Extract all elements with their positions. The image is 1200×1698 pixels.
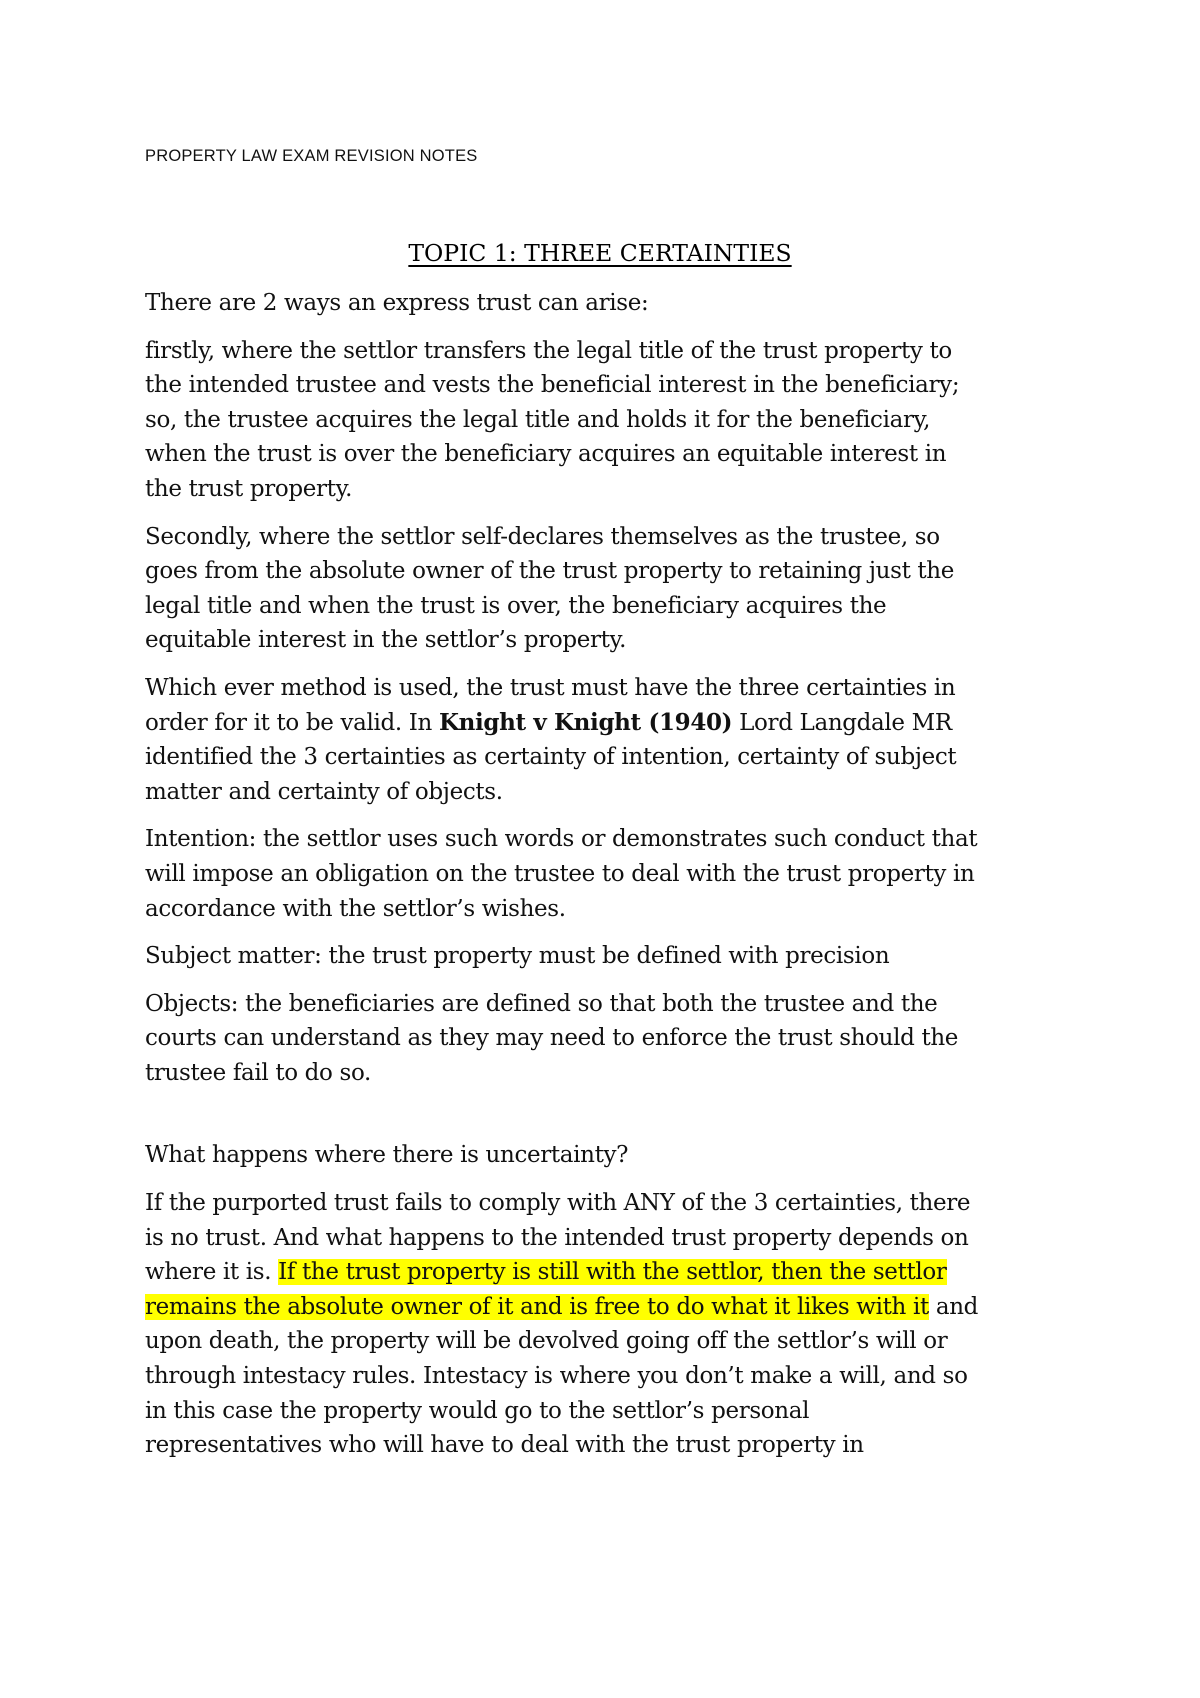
intro-paragraph — [145, 286, 1075, 321]
text-line: so, the trustee acquires the legal title and holds it for the beneficiary, — [145, 406, 931, 433]
text-line: is no trust. And what happens to the intended trust property depends on — [145, 1224, 969, 1251]
text-line: Secondly, where the settlor self-declares themselves as the trustee, so — [145, 523, 940, 550]
text-line: representatives who will have to deal with the trust property in — [145, 1432, 864, 1459]
case-citation: Knight v Knight (1940) — [438, 708, 733, 736]
text-line: Which ever method is used, the trust must have the three certainties in — [145, 674, 956, 701]
text-segment: where it is. — [145, 1259, 279, 1286]
paragraph-uncertainty — [145, 1186, 1075, 1463]
text-line: upon death, the property will be devolved going off the settlor’s will or — [145, 1328, 948, 1355]
paragraph-firstly — [145, 334, 1075, 507]
paragraph-subject-matter — [145, 939, 1075, 974]
topic-title: TOPIC 1: THREE CERTAINTIES — [408, 239, 792, 267]
text-segment: and — [928, 1293, 979, 1320]
text-line: goes from the absolute owner of the trust property to retaining just the — [145, 558, 955, 585]
text-line — [145, 706, 1075, 741]
paragraph-secondly — [145, 520, 1075, 658]
text-line — [145, 1255, 1075, 1290]
highlighted-text: remains the absolute owner of it and is free to do what it likes with it — [145, 1293, 929, 1320]
text-line: Intention: the settlor uses such words or demonstrates such conduct that — [145, 826, 978, 853]
paragraph-intention — [145, 822, 1075, 926]
text-line: through intestacy rules. Intestacy is where you don’t make a will, and so — [145, 1363, 968, 1390]
intro-line: There are 2 ways an express trust can arise: — [145, 290, 649, 316]
document-header: PROPERTY LAW EXAM REVISION NOTES — [145, 147, 478, 165]
text-line: identified the 3 certainties as certainty of intention, certainty of subject — [145, 744, 957, 771]
text-line: matter and certainty of objects. — [145, 778, 503, 805]
paragraph-method — [145, 671, 1075, 809]
text-line: the trust property. — [145, 475, 353, 502]
text-line: What happens where there is uncertainty? — [145, 1142, 629, 1169]
text-line: will impose an obligation on the trustee to deal with the trust property in — [145, 860, 975, 887]
text-line: courts can understand as they may need to enforce the trust should the — [145, 1025, 959, 1052]
text-line: firstly, where the settlor transfers the legal title of the trust property to — [145, 337, 952, 364]
text-line: Subject matter: the trust property must be defined with precision — [145, 943, 890, 970]
highlighted-text: If the trust property is still with the settlor, then the settlor — [278, 1259, 947, 1286]
text-line: trustee fail to do so. — [145, 1059, 372, 1086]
text-line: Objects: the beneficiaries are defined so that both the trustee and the — [145, 990, 938, 1017]
text-segment: Lord Langdale MR — [732, 709, 952, 736]
text-line: equitable interest in the settlor’s property. — [145, 627, 627, 654]
text-segment: order for it to be valid. In — [145, 709, 439, 736]
paragraph-objects — [145, 987, 1075, 1091]
text-line — [145, 1290, 1075, 1325]
text-line: in this case the property would go to the settlor’s personal — [145, 1397, 810, 1424]
text-line: If the purported trust fails to comply with ANY of the 3 certainties, there — [145, 1190, 971, 1217]
text-line: the intended trustee and vests the beneficial interest in the beneficiary; — [145, 372, 960, 399]
document-body — [145, 286, 1075, 1463]
question-heading — [145, 1138, 1075, 1173]
text-line: accordance with the settlor’s wishes. — [145, 895, 566, 922]
text-line: legal title and when the trust is over, the beneficiary acquires the — [145, 592, 887, 619]
text-line: when the trust is over the beneficiary acquires an equitable interest in — [145, 441, 947, 468]
